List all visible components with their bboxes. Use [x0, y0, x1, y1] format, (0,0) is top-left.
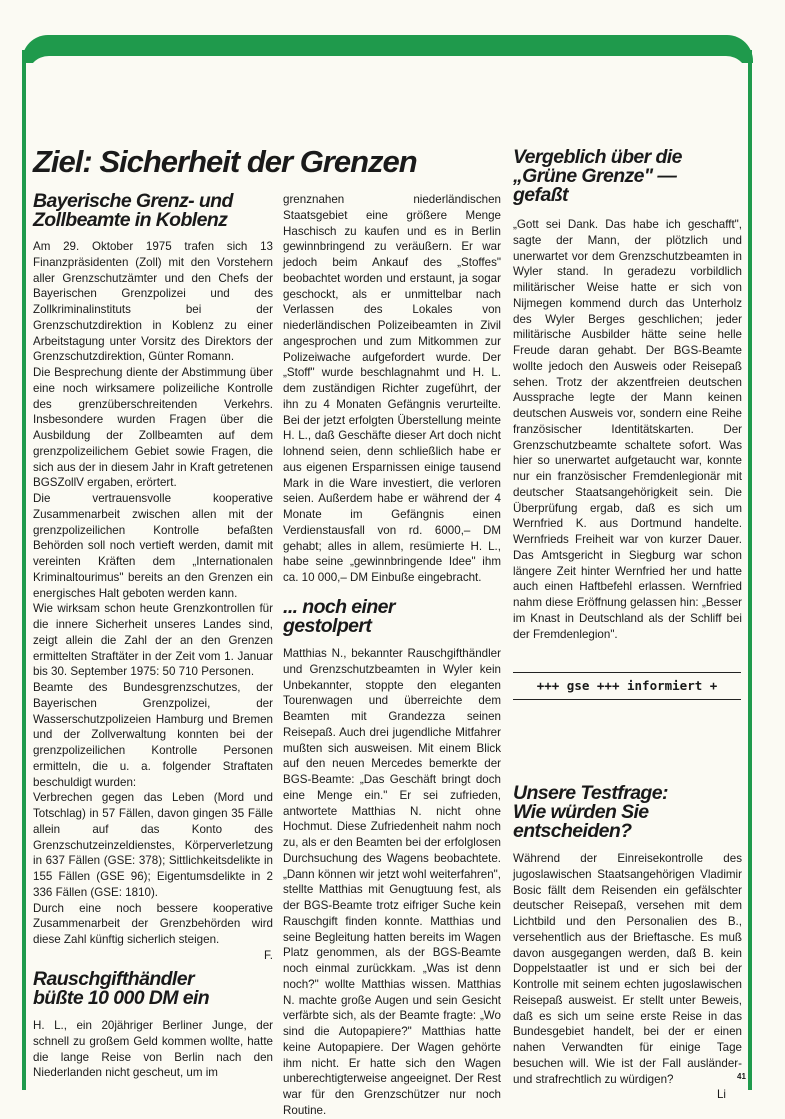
paragraph: Beamte des Bundesgrenzschutzes, der Bayerischen Grenzpolizei, der Wasserschutzpolizeien Hamburg und Bremen und der Zollverwaltung konnten bei der grenzpolizeilichen Kontrolle Personen ermitteln, die u. a. folgender Straftaten beschuldigt wurden: [33, 681, 273, 789]
paragraph: Die vertrauensvolle kooperative Zusammenarbeit zwischen allen mit der grenzpolizeilichen Kontrolle befaßten Behörden soll noch vertieft werden, damit mit vereinten Kräften dem „Internationalen Kriminaltourimus" bereits an den Grenzen ein energisches Halt geboten werden kann. [33, 492, 273, 600]
green-frame-right [748, 50, 752, 1090]
green-frame-left [22, 50, 26, 1090]
article-headline: ... noch einer gestolpert [283, 596, 395, 637]
paragraph: Durch eine noch bessere kooperative Zusammenarbeit der Grenzbehörden wird diese Zahl künftig sicherlich steigen. [33, 901, 273, 946]
paragraph: Verbrechen gegen das Leben (Mord und Totschlag) in 57 Fällen, davon gingen 35 Fälle allein auf das Konto des Grenzschutzeinzeldienstes, Körperverletzung in 637 Fällen (GSE: 378); Sittlichkeitsdelikte in 155 Fällen (GSE 96); Eigentumsdelikte in 2 336 Fällen (GSE: 1810). [33, 791, 273, 899]
article-testfrage [513, 784, 742, 1103]
article-gruene-grenze [513, 148, 742, 642]
paragraph: „Gott sei Dank. Das habe ich geschafft", sagte der Mann, der plötzlich und unerwartet vor dem Grenzschutzbeamten in Wyler stand. In geradezu vorbildlich militärischer Weise hatte er sich von Nijmegen kommend durch das Unterholz des Wyler Berges geschlichen; jeder militärische Ausbilder hätte seine helle Freude daran gehabt. Der BGS-Beamte wollte jedoch den Ausweis oder Reisepaß sehen. Trotz der akzentfreien deutschen Aussprache legte der Mann keinen deutschen Ausweis vor, sondern eine Reihe französischer Identitätskarten. Der Grenzschutzbeamte schaltete sofort. Was hier so unerwartet aufgetaucht war, konnte nur ein französischer Fremdenlegionär mit deutscher Staatsangehörigkeit sein. Die Überprüfung ergab, daß es sich um Wernfried K. aus Dortmund handelte. Wernfrieds Freiheit war von kurzer Dauer. Das Amtsgericht in Siegburg war schon längere Zeit hinter Wernfried her und hatte auch einen Haftbefehl erlassen. Wernfried nahm diese Eröffnung gelassen hin: „Besser im Knast in Deutschland als der Schliff bei der Fremdenlegion". [513, 218, 742, 641]
paragraph: Matthias N., bekannter Rauschgifthändler und Grenzschutzbeamten in Wyler kein Unbekannter, stoppte den eleganten Tourenwagen und überreichte dem Beamten mit Grandezza seinen Reisepaß. Auch drei jugendliche Mitfahrer mußten sich ausweisen. Mit einem Blick auf den neuen Mercedes bemerkte der BGS-Beamte: „Das Geschäft bringt doch eine Menge ein." Er sei zufrieden, antwortete Matthias N. nicht ohne Hochmut. Diese Zufriedenheit nahm noch zu, als er den Beamten bei der erfolglosen Durchsuchung des Wagens beobachtete. „Dann können wir jetzt wohl weiterfahren", stellte Matthias mit Genugtuung fest, als der BGS-Beamte trotz eifriger Suche kein Rauschgift finden konnte. Matthias und seine Begleitung hatten bereits im Wagen Platz genommen, als der BGS-Beamte noch einmal zurückkam. „Was ist denn noch?" wollte Matthias wissen. Matthias N. machte große Augen und sein Gesicht verfärbte sich, als der Beamte fragte: „Wo sind die Autopapiere?" Matthias hatte keine Autopapiere. Der Wagen gehörte ihm nicht. Er hatte sich den Wagen unberechtigterweise angeeignet. Der Rest war für den Grenzschützer nur noch Routine. [283, 647, 501, 1117]
paragraph: H. L., ein 20jähriger Berliner Junge, der schnell zu großem Geld kommen wollte, hatte die lange Reise von Berlin nach den Niederlanden nicht gescheut, um im [33, 1019, 273, 1080]
paragraph: Die Besprechung diente der Abstimmung über eine noch wirksamere polizeiliche Kontrolle des grenzüberschreitenden Verkehrs. Insbesondere wurden Fragen über die Ausbildung der Zollbeamten auf dem grenzpolizeilichem Gebiet sowie Fragen, die sich aus der in diesem Jahr in Kraft getretenen BGSZollV ergaben, erörtert. [33, 366, 273, 490]
article-headline: Bayerische Grenz- und Zollbeamte in Koblenz [33, 190, 233, 231]
news-ticker: +++ gse +++ informiert + [513, 672, 741, 700]
author-signature: Li [716, 1088, 726, 1102]
article-rauschgifthaendler [33, 970, 273, 1081]
article-headline: Unsere Testfrage: Wie würden Sie entscheiden? [513, 782, 668, 842]
paragraph: Wie wirksam schon heute Grenzkontrollen für die innere Sicherheit unseres Landes sind, zeigt allein die Zahl der an den Grenzen ermittelten Straftäter in der Zeit vom 1. Januar bis 30. September 1975: 50 710 Personen. [33, 602, 273, 679]
author-signature: F. [263, 948, 273, 962]
frame-inner [27, 56, 748, 96]
article-headline: Vergeblich über die „Grüne Grenze" — gefaßt [513, 146, 682, 206]
paragraph: grenznahen niederländischen Staatsgebiet eine größere Menge Haschisch zu kaufen und es in Berlin gewinnbringend zu veräußern. Er war jedoch beim Ankauf des „Stoffes" beobachtet worden und erstaunt, ja sogar geschockt, als er unmittelbar nach Verlassen des Lokales von niederländischen Polizeibeamten in Zivil angesprochen und zum Mitkommen zur Polizeiwache aufgefordert wurde. Der „Stoff" wurde beschlagnahmt und H. L. dem zuständigen Richter zugeführt, der ihn zu 4 Monaten Gefängnis verurteilte. Bei der jetzt erfolgten Überstellung meinte H. L., daß Geschäfte dieser Art doch nicht lohnend seien, denn schließlich habe er aus eigenen Ersparnissen einige tausend Mark in die Ware investiert, die verloren seien. Außerdem habe er während der 4 Monate im Gefängnis einen Verdienstausfall von rd. 6000,– DM gehabt; alles in allem, resümierte H. L., habe seine „gewinnbringende Idee" ihm ca. 10 000,– DM Einbuße eingebracht. [283, 193, 501, 584]
article-grenzbeamte [33, 192, 273, 964]
article-headline: Rauschgifthändler büßte 10 000 DM ein [33, 968, 210, 1009]
article-rauschgifthaendler-continued [283, 192, 501, 586]
paragraph: Am 29. Oktober 1975 trafen sich 13 Finanzpräsidenten (Zoll) mit den Vorstehern aller Grenzschutzämter und den Chefs der Bayerischen Grenzpolizei und des Zollkriminalinstituts bei der Grenzschutzdirektion in Koblenz zu einer Arbeitstagung unter Vorsitz des Direktors der Grenzschutzdirektion, Günter Romann. [33, 240, 273, 364]
paragraph: Während der Einreisekontrolle des jugoslawischen Staatsangehörigen Vladimir Bosic fällt dem Reisenden ein gefälschter deutscher Reisepaß, versehen mit dem Lichtbild und den Personalien des B., versehentlich aus der Brieftasche. Es muß davon ausgegangen werden, daß B. kein Doppelstaatler ist und er sich bei der Kontrolle mit seinem echten jugoslawischen Reisepaß ausweist. Er stellt unter Beweis, daß es sich um seine erste Reise in das Bundesgebiet handelt, bei der er einen nahen Verwandten für einige Tage besuchen will. Wie ist der Fall ausländer- und strafrechtlich zu würdigen? [513, 852, 742, 1086]
article-noch-einer-gestolpert [283, 598, 501, 1119]
page-number: 41 [737, 1072, 746, 1081]
page-title: Ziel: Sicherheit der Grenzen [33, 144, 417, 179]
